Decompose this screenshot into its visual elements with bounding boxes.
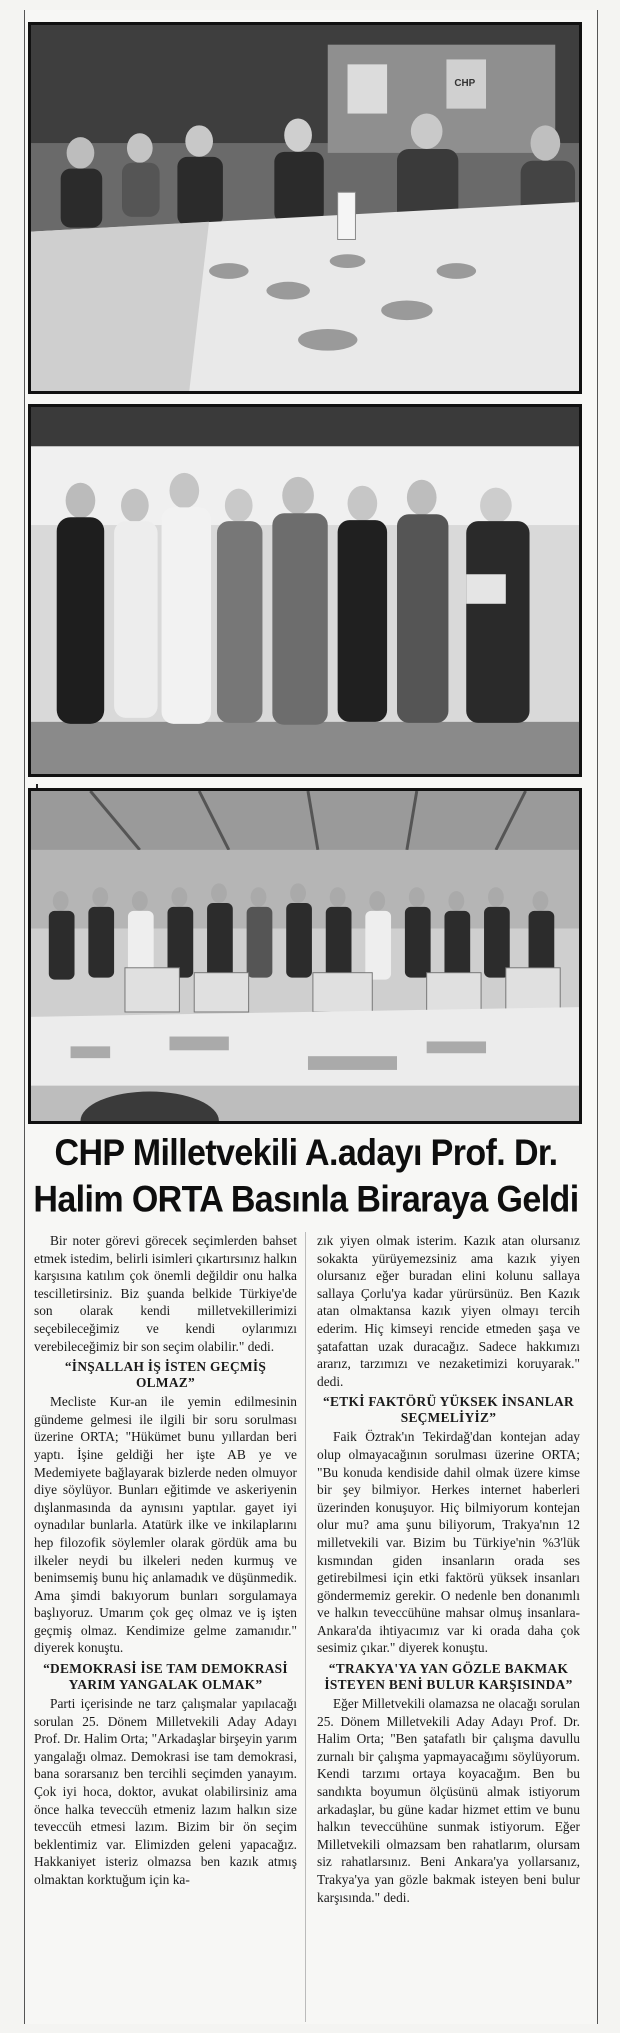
headline-line-2: Halim ORTA Basınla Biraraya Geldi [33,1178,579,1221]
article-column-left [34,1232,297,2022]
article-headline [30,1130,582,1222]
group-standing-photo [28,404,582,777]
paragraph: Parti içerisinde ne tarz çalışmalar yapılacağı sorulan 25. Dönem Milletvekili Aday Adayı Prof. Dr. Halim Orta; "Arkadaşlar birşeyin yarım yangalağı olmaz. Demokrasi ise tam demokrasi, bana sorarsanız ben tercihli seçimden yanayım. Çok iyi hoca, doktor, avukat olabilirsiniz ama önce halka teveccüh etmeniz lazım halkın size teveccüh etmesi lazım. Bizim bir ön seçim beklentimiz var. Elimizden geleni yapacağız. Hakkaniyet isteriz olmazsa ben kazık atmış olmaktan korktuğum için ka- [34,1696,297,1887]
paragraph: Mecliste Kur-an ile yemin edilmesinin gündeme gelmesi ile ilgili bir soru sorulması üzerine ORTA; "Hükümet bunu yıllardan beri yaptı. İşine geldiği her işte AB ye ve Medemiyete bağlayarak bizlerde neden olmuyor diye söylüyor. Bunları eğitimde ve askeriyenin dışlanmasında da aynısını yaptılar. gayet iyi oynadılar bunlarla. Atatürk ilke ve inkilaplarını hep filozofik söylemler olarak gördük ama bu ilkeler neydi bu ilkeleri neden kurmuş ve benimsemiş bunu hiç anlamadık ve düşünmedik. Ama şimdi bakıyorum bunları sorgulamaya başlıyoruz. Umarım çok geç olmaz ve iş işten geçmiş olmaz. Kendimize gelme zamanıdır." diyerek konuştu. [34,1394,297,1656]
paragraph: Bir noter görevi görecek seçimlerden bahset etmek istedim, belirli isimleri çıkartırsınız halkın karşısına katılım çok önemli değildir onu halka tescilletirsiniz. Biz şuanda belkide Türkiye'de son olarak kendi milletvekillerimizi seçebileceğimiz ve kendi oylarımızı verebileceğimiz bir son seçim olabilir." dedi. [34,1233,297,1354]
article-column-right [317,1232,580,2022]
headline-line-1: CHP Milletvekili A.adayı Prof. Dr. [54,1132,558,1174]
paragraph: Eğer Milletvekili olamazsa ne olacağı sorulan 25. Dönem Milletvekili Aday Adayı Prof. Dr. Halim Orta; "Ben şatafatlı bir çalışma davullu zurnalı bir çalışma yapmayacağımı söylüyorum. Kendi tarzımı ortaya koyacağım. Ben bu sandıkta boyumun ölçüsünü almak istiyorum arkadaşlar, bu güne kadar hizmet ettim ve bunu halkın teveccühüne sunmak istiyorum. Eğer Milletvekili olmazsam ben rahatlarım, olursam siz rahatlarsınız. Beni Ankara'ya yollarsanız, Trakya'ya yan gözle bakmak isteyen beni bulur karşısında." dedi. [317,1696,580,1905]
paragraph: zık yiyen olmak isterim. Kazık atan olursanız sokakta yürüyemezsiniz ama kazık yiyen olursanız eğer buradan elini kolunu sallaya sallaya Çorlu'ya kadar yürürsünüz. Ben Kazık atan olmaktansa kazık yiyen olmayı tercih ederim. Hiç kimseyi rencide etmeden şaşa ve şatafattan uzak duracağız. Sadece hakkımızı ararız, tarzımızı ve nezaketimizi koruyarak." dedi. [317,1233,580,1389]
subheading: “TRAKYA'YA YAN GÖZLE BAKMAK İSTEYEN BENİ BULUR KARŞISINDA” [324,1661,573,1693]
chp-sign-text: CHP [454,78,476,89]
paragraph: Faik Öztrak'ın Tekirdağ'dan kontejan aday olup olmayacağının sorulması üzerine ORTA; "Bu konuda kendiside dahil olmak üzere kimse bir şey bilmiyor. Herkes internet haberleri üzerinden konuşuyor. Hiç bilmiyorum kontejan olur mu? ama şunu biliyorum, Trakya'nın 12 milletvekili var. Bizim bu Türkiye'nin %3'lük kısmından giden insanların orada ses getirebilmesi için etki faktörü yüksek insanları göndermemiz gerekir. O nedenle ben donanımlı ve halkın teveccühüne mahsar olmuş insanlara-Ankara'da ihtiyacımız var ki orada daha çok sesimiz çıkar." diyerek konuştu. [317,1429,580,1656]
article-body [34,1232,580,2022]
subheading: “DEMOKRASİ İSE TAM DEMOKRASİ YARIM YANGALAK OLMAK” [43,1661,288,1693]
hall-group-photo [28,788,582,1124]
press-meeting-table-photo [28,22,582,394]
subheading: “ETKİ FAKTÖRÜ YÜKSEK İNSANLAR SEÇMELİYİZ” [323,1394,574,1426]
subheading: “İNŞALLAH İŞ İSTEN GEÇMİŞ OLMAZ” [64,1359,267,1391]
